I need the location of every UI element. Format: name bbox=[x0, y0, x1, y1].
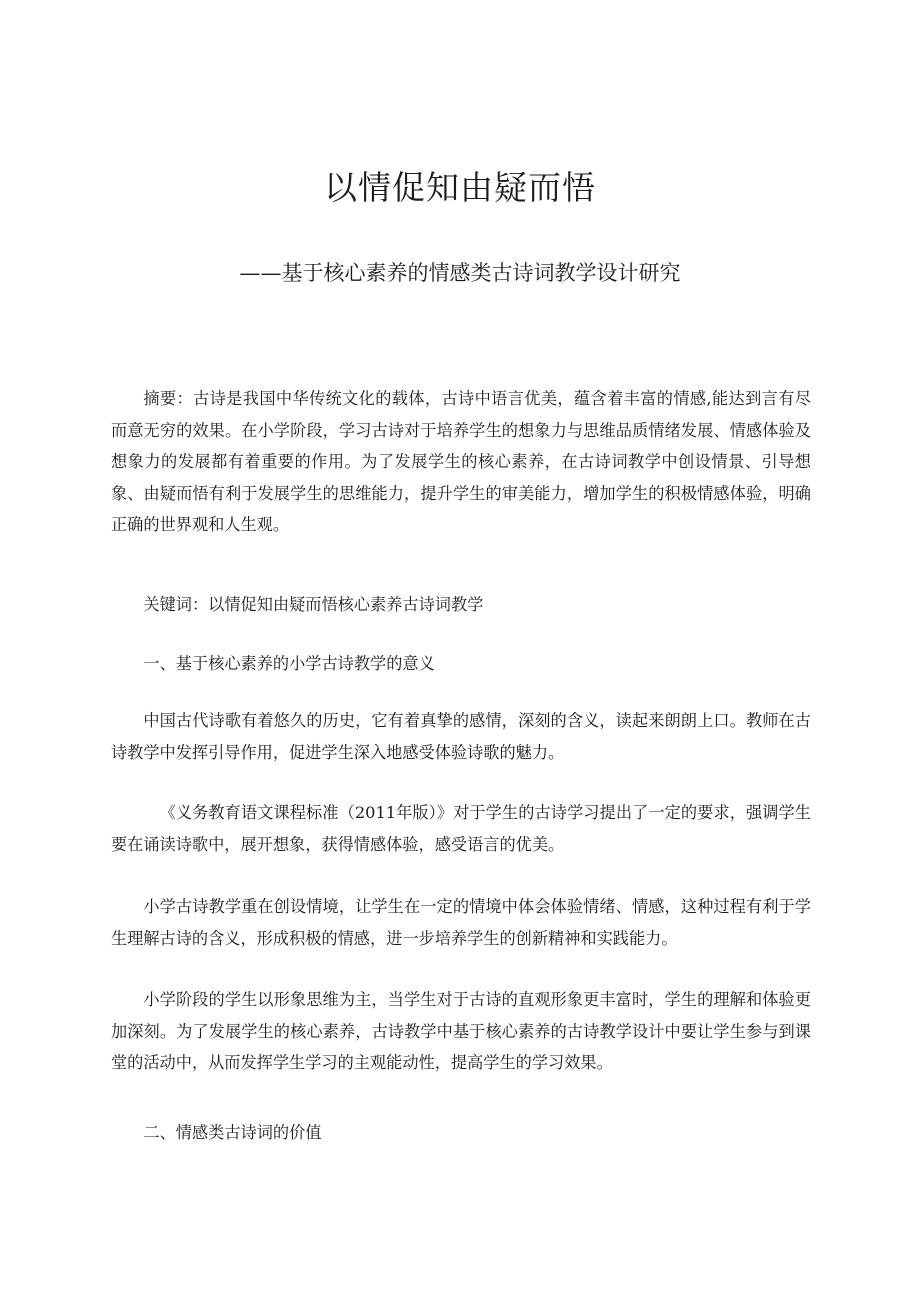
body-paragraph-2: 《义务教育语文课程标准（2011年版）》对于学生的古诗学习提出了一定的要求，强调学生要在诵读诗歌中，展开想象，获得情感体验，感受语言的优美。 bbox=[111, 803, 811, 854]
section-heading-2: 二、情感类古诗词的价值 bbox=[143, 1123, 322, 1142]
body-paragraph-4: 小学阶段的学生以形象思维为主，当学生对于古诗的直观形象更丰富时，学生的理解和体验更加深刻。为了发展学生的核心素养，古诗教学中基于核心素养的古诗教学设计中要让学生参与到课堂的活动中，从而发挥学生学习的主观能动性，提高学生的学习效果。 bbox=[111, 990, 811, 1072]
document-title: 以情促知由疑而悟 bbox=[324, 168, 596, 207]
keywords-line: 关键词：以情促知由疑而悟核心素养古诗词教学 bbox=[143, 595, 484, 614]
section-heading-1: 一、基于核心素养的小学古诗教学的意义 bbox=[143, 654, 435, 673]
document-subtitle: ——基于核心素养的情感类古诗词教学设计研究 bbox=[239, 261, 681, 285]
abstract-paragraph: 摘要：古诗是我国中华传统文化的载体，古诗中语言优美，蕴含着丰富的情感,能达到言有尽而意无穷的效果。在小学阶段，学习古诗对于培养学生的想象力与思维品质情绪发展、情感体验及想象力的发展都有着重要的作用。为了发展学生的核心素养，在古诗词教学中创设情景、引导想象、由疑而悟有利于发展学生的思维能力，提升学生的审美能力，增加学生的积极情感体验，明确正确的世界观和人生观。 bbox=[111, 389, 811, 534]
body-paragraph-1: 中国古代诗歌有着悠久的历史，它有着真挚的感情，深刻的含义，读起来朗朗上口。教师在古诗教学中发挥引导作用，促进学生深入地感受体验诗歌的魅力。 bbox=[111, 711, 811, 762]
body-paragraph-3: 小学古诗教学重在创设情境，让学生在一定的情境中体会体验情绪、情感，这种过程有利于学生理解古诗的含义，形成积极的情感，进一步培养学生的创新精神和实践能力。 bbox=[111, 897, 811, 948]
